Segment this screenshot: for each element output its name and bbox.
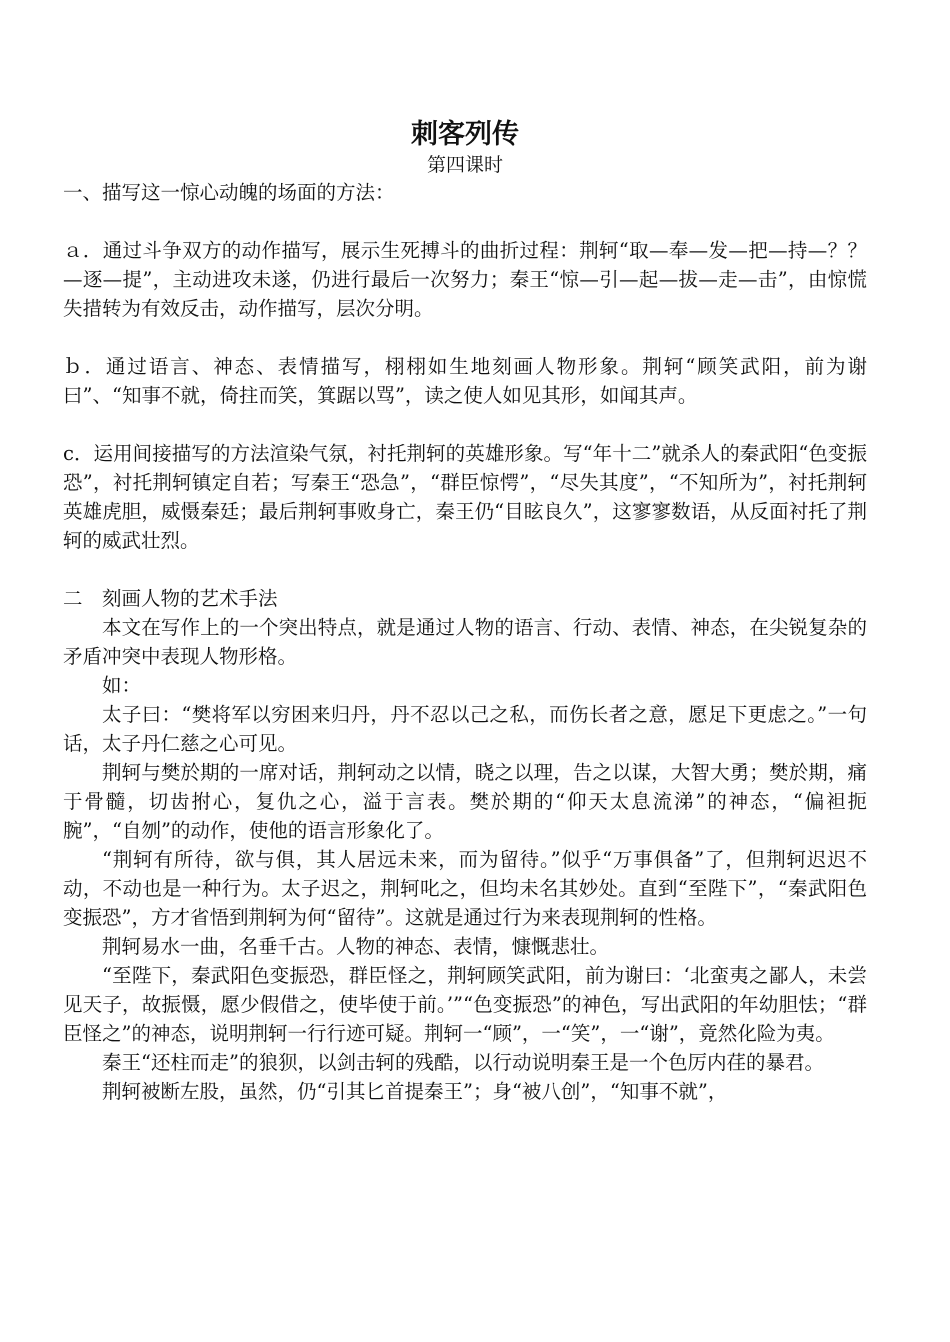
spacer — [63, 555, 867, 584]
body-paragraph-5: “荆轲有所待，欲与俱，其人居远未来，而为留待。”似乎“万事俱备”了，但荆轲迟迟不动，不动也是一种行为。太子迟之，荆轲叱之，但均未名其妙处。直到“至陛下”，“秦武阳色变振恐”，方才省悟到荆轲为何“留待”。这就是通过行为来表现荆轲的性格。 — [63, 848, 867, 929]
spacer — [63, 207, 867, 236]
section-2-heading: 二 刻画人物的艺术手法 — [63, 587, 278, 610]
body-paragraph-6: 荆轲易水一曲，名垂千古。人物的神态、表情，慷慨悲壮。 — [102, 935, 610, 958]
body-paragraph-8: 秦王“还柱而走”的狼狈，以剑击轲的残酷，以行动说明秦王是一个色厉内荏的暴君。 — [102, 1051, 824, 1074]
body-paragraph-1: 本文在写作上的一个突出特点，就是通过人物的语言、行动、表情、神态，在尖锐复杂的矛盾冲突中表现人物形格。 — [63, 616, 867, 668]
section-1-heading: 一、描写这一惊心动魄的场面的方法： — [63, 181, 395, 204]
body-paragraph-2: 如： — [102, 674, 142, 697]
document-title: 刺客列传 — [411, 119, 519, 150]
spacer — [63, 410, 867, 439]
body-paragraph-9: 荆轲被断左股，虽然，仍“引其匕首提秦王”；身“被八创”，“知事不就”， — [102, 1080, 728, 1103]
document-page — [63, 118, 867, 1106]
spacer — [63, 323, 867, 352]
body-paragraph-7: “至陛下，秦武阳色变振恐，群臣怪之，荆轲顾笑武阳，前为谢曰：‘北蛮夷之鄙人，未尝见天子，故振慑，愿少假借之，使毕使于前。’”“色变振恐”的神色，写出武阳的年幼胆怯；“群臣怪之”的神态，说明荆轲一行行迹可疑。荆轲一“顾”，一“笑”，一“谢”，竟然化险为夷。 — [63, 964, 867, 1045]
paragraph-a: ａ．通过斗争双方的动作描写，展示生死搏斗的曲折过程：荆轲“取—奉—发—把—持—？？—逐—提”，主动进攻未遂，仍进行最后一次努力；秦王“惊—引—起—拔—走—击”，由惊慌失措转为有效反击，动作描写，层次分明。 — [63, 239, 867, 320]
body-paragraph-4: 荆轲与樊於期的一席对话，荆轲动之以情，晓之以理，告之以谋，大智大勇；樊於期，痛于骨髓，切齿拊心，复仇之心，溢于言表。樊於期的“仰天太息流涕”的神态，“偏袒扼腕”，“自刎”的动作，使他的语言形象化了。 — [63, 761, 867, 842]
body-paragraph-3: 太子曰：“樊将军以穷困来归丹，丹不忍以己之私，而伤长者之意，愿足下更虑之。”一句话，太子丹仁慈之心可见。 — [63, 703, 867, 755]
paragraph-b: ｂ．通过语言、神态、表情描写，栩栩如生地刻画人物形象。荆轲“顾笑武阳，前为谢曰”、“知事不就，倚拄而笑，箕踞以骂”，读之使人如见其形，如闻其声。 — [63, 355, 867, 407]
paragraph-c: c．运用间接描写的方法渲染气氛，衬托荆轲的英雄形象。写“年十二”就杀人的秦武阳“色变振恐”，衬托荆轲镇定自若；写秦王“恐急”，“群臣惊愕”，“尽失其度”，“不知所为”，衬托荆轲英雄虎胆，威慑秦廷；最后荆轲事败身亡，秦王仍“目眩良久”，这寥寥数语，从反面衬托了荆轲的威武壮烈。 — [63, 442, 867, 552]
document-subtitle: 第四课时 — [426, 154, 503, 176]
